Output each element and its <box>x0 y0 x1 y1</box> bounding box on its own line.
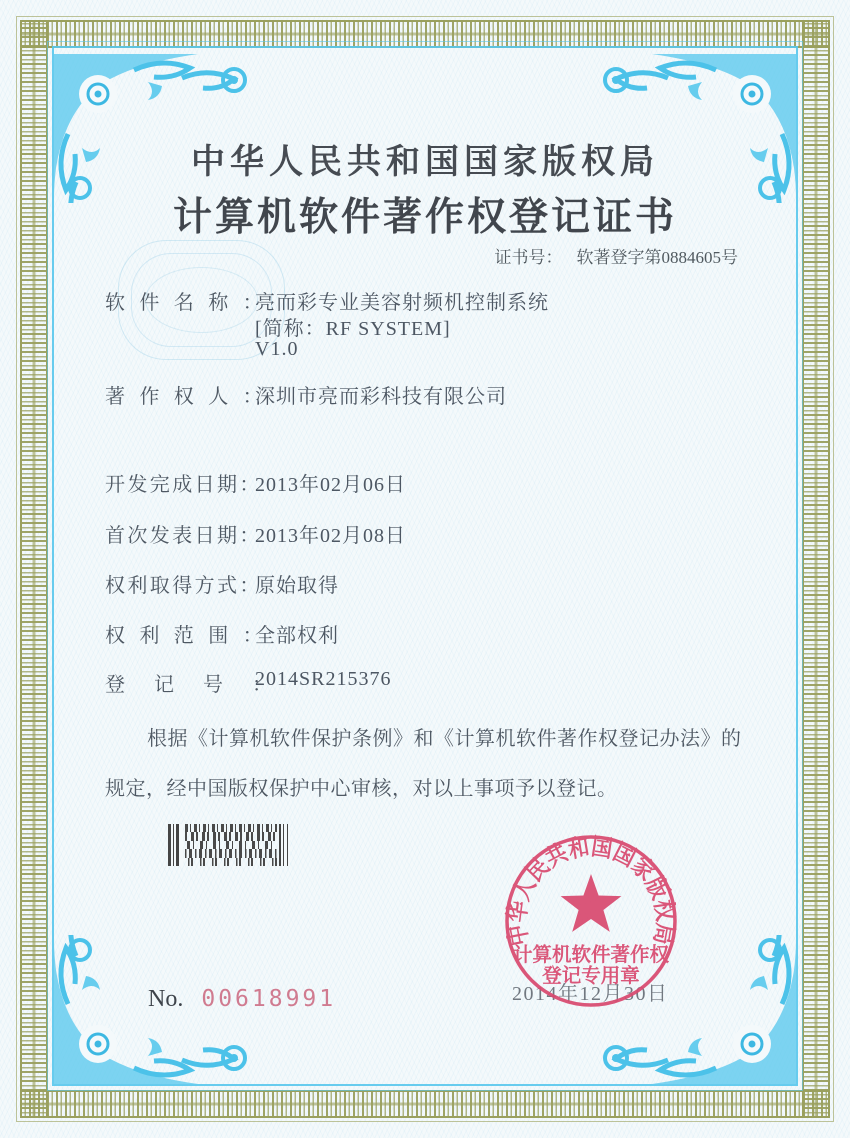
seal-star-icon <box>561 874 622 932</box>
serial-number-line <box>148 986 336 1013</box>
registration-number-label: 登记号： <box>105 674 301 696</box>
serial-number-label: No. <box>148 986 184 1012</box>
software-name-label: 软件名称： <box>105 292 277 314</box>
copyright-owner-label: 著作权人： <box>105 386 277 408</box>
gold-meander-border-top <box>20 20 830 48</box>
field-software-name <box>105 286 765 315</box>
barcode-modules <box>185 824 277 866</box>
field-rights-acquisition <box>105 569 765 598</box>
field-copyright-owner <box>105 380 765 409</box>
software-short-name: [简称：RF SYSTEM] <box>255 318 451 340</box>
first-publish-date-label: 首次发表日期： <box>105 525 262 547</box>
barcode <box>168 824 290 866</box>
issue-date: 2014年12月30日 <box>512 983 669 1005</box>
software-name-value: 亮而彩专业美容射频机控制系统 <box>255 292 549 314</box>
gold-meander-border-left <box>20 20 48 1118</box>
field-rights-scope <box>105 619 765 648</box>
certificate-title: 计算机软件著作权登记证书 <box>172 196 677 239</box>
serial-number-value: 00618991 <box>201 986 337 1012</box>
field-first-publish-date <box>105 519 765 548</box>
field-dev-complete-date <box>105 468 765 497</box>
rights-acquisition-value: 原始取得 <box>255 575 339 597</box>
software-version: V1.0 <box>255 338 299 360</box>
certificate-number-line <box>495 243 739 268</box>
gold-meander-border-right <box>802 20 830 1118</box>
registration-number-value: 2014SR215376 <box>255 668 392 690</box>
gold-meander-border-bottom <box>20 1090 830 1118</box>
statement-line-2: 规定，经中国版权保护中心审核，对以上事项予以登记。 <box>105 778 618 800</box>
first-publish-date-value: 2013年02月08日 <box>255 525 406 547</box>
field-registration-number <box>105 668 765 697</box>
certificate-number-value: 软著登字第0884605号 <box>576 248 738 267</box>
dev-complete-date-label: 开发完成日期： <box>105 474 262 496</box>
statement-line-1: 根据《计算机软件保护条例》和《计算机软件著作权登记办法》的 <box>147 728 742 750</box>
seal-ring-text: 中华人民共和国国家版权局 <box>504 833 679 950</box>
issuing-authority-title: 中华人民共和国国家版权局 <box>191 144 659 181</box>
dev-complete-date-value: 2013年02月06日 <box>255 474 406 496</box>
certificate-number-label: 证书号： <box>494 248 563 267</box>
rights-acquisition-label: 权利取得方式： <box>105 575 262 597</box>
seal-caption-line-2: 登记专用章 <box>542 966 640 987</box>
rights-scope-value: 全部权利 <box>255 625 339 647</box>
seal-caption-line-1: 计算机软件著作权 <box>512 945 670 966</box>
rights-scope-label: 权利范围： <box>105 625 277 647</box>
copyright-owner-value: 深圳市亮而彩科技有限公司 <box>255 386 507 408</box>
official-red-seal <box>481 811 701 1031</box>
